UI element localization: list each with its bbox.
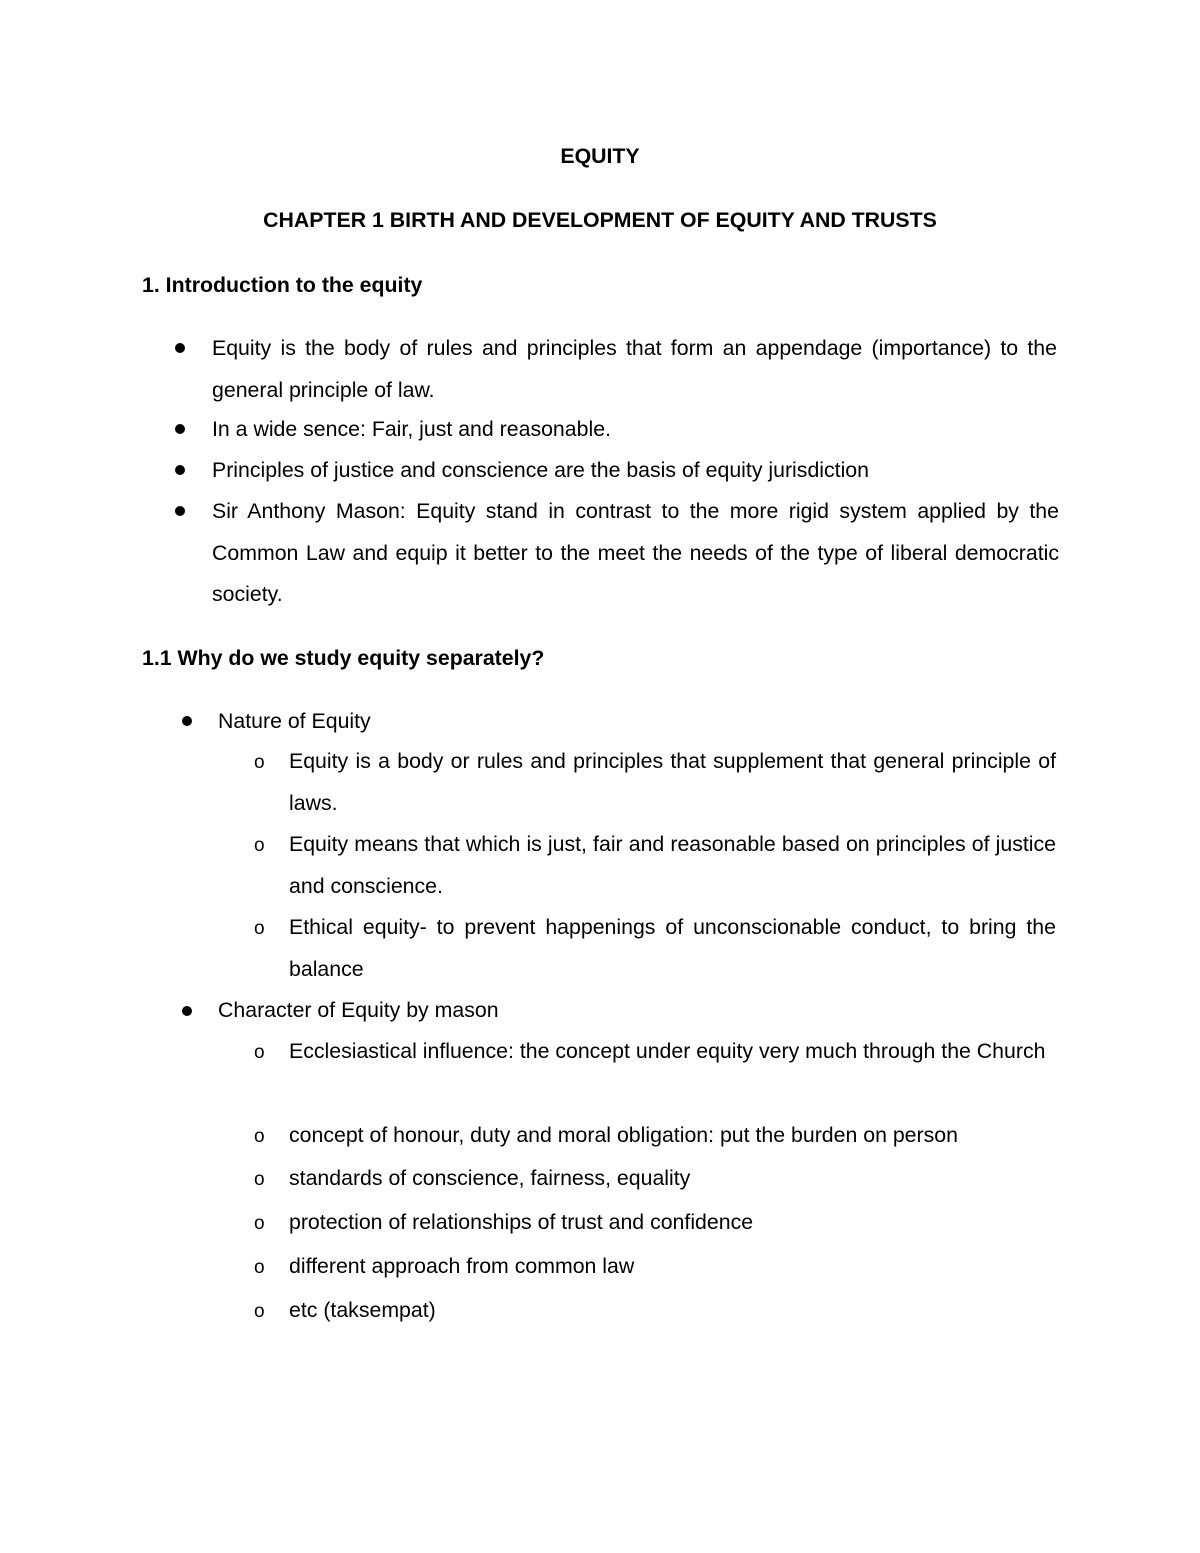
sub-bullet-icon: o [254, 835, 265, 856]
sub-bullet-text: Ethical equity- to prevent happenings of unconscionable conduct, to bring the balance [289, 915, 1056, 981]
sub-bullet-icon: o [254, 1213, 265, 1234]
sub-bullet-icon: o [254, 918, 265, 939]
sub-bullet-text: Equity is a body or rules and principles that supplement that general principle of laws. [289, 749, 1056, 815]
sub-bullet-text: Equity means that which is just, fair and reasonable based on principles of justice and conscience. [289, 832, 1056, 898]
sub-bullet-text: different approach from common law [289, 1254, 635, 1278]
sub-bullet-icon: o [254, 1257, 265, 1278]
bullet-text: Character of Equity by mason [218, 998, 499, 1022]
bullet-icon [175, 465, 185, 475]
bullet-icon [182, 716, 192, 726]
sub-bullet-icon: o [254, 1301, 265, 1322]
sub-bullet-icon: o [254, 1126, 265, 1147]
sub-bullet-text: etc (taksempat) [289, 1298, 436, 1322]
bullet-icon [175, 506, 185, 516]
sub-bullet-icon: o [254, 1042, 265, 1063]
document-title: EQUITY [560, 144, 640, 168]
bullet-text: In a wide sence: Fair, just and reasonable. [212, 417, 611, 441]
bullet-icon [175, 343, 185, 353]
bullet-text: Nature of Equity [218, 709, 371, 733]
sub-bullet-text: Ecclesiastical influence: the concept under equity very much through the Church [289, 1039, 1046, 1063]
bullet-text: Equity is the body of rules and principles that form an appendage (importance) to the general principle of law. [212, 336, 1057, 402]
sub-bullet-icon: o [254, 752, 265, 773]
bullet-text: Sir Anthony Mason: Equity stand in contrast to the more rigid system applied by the Common Law and equip it better to the meet the needs of the type of liberal democratic society. [212, 499, 1059, 606]
sub-bullet-text: standards of conscience, fairness, equality [289, 1166, 691, 1190]
bullet-text: Principles of justice and conscience are the basis of equity jurisdiction [212, 458, 870, 482]
sub-bullet-text: protection of relationships of trust and confidence [289, 1210, 754, 1234]
sub-bullet-icon: o [254, 1169, 265, 1190]
chapter-title: CHAPTER 1 BIRTH AND DEVELOPMENT OF EQUITY AND TRUSTS [263, 208, 937, 232]
section-heading-introduction: 1. Introduction to the equity [142, 273, 423, 297]
bullet-icon [175, 424, 185, 434]
section-heading-why-study: 1.1 Why do we study equity separately? [142, 646, 545, 670]
sub-bullet-text: concept of honour, duty and moral obligation: put the burden on person [289, 1123, 958, 1147]
bullet-icon [182, 1006, 192, 1016]
